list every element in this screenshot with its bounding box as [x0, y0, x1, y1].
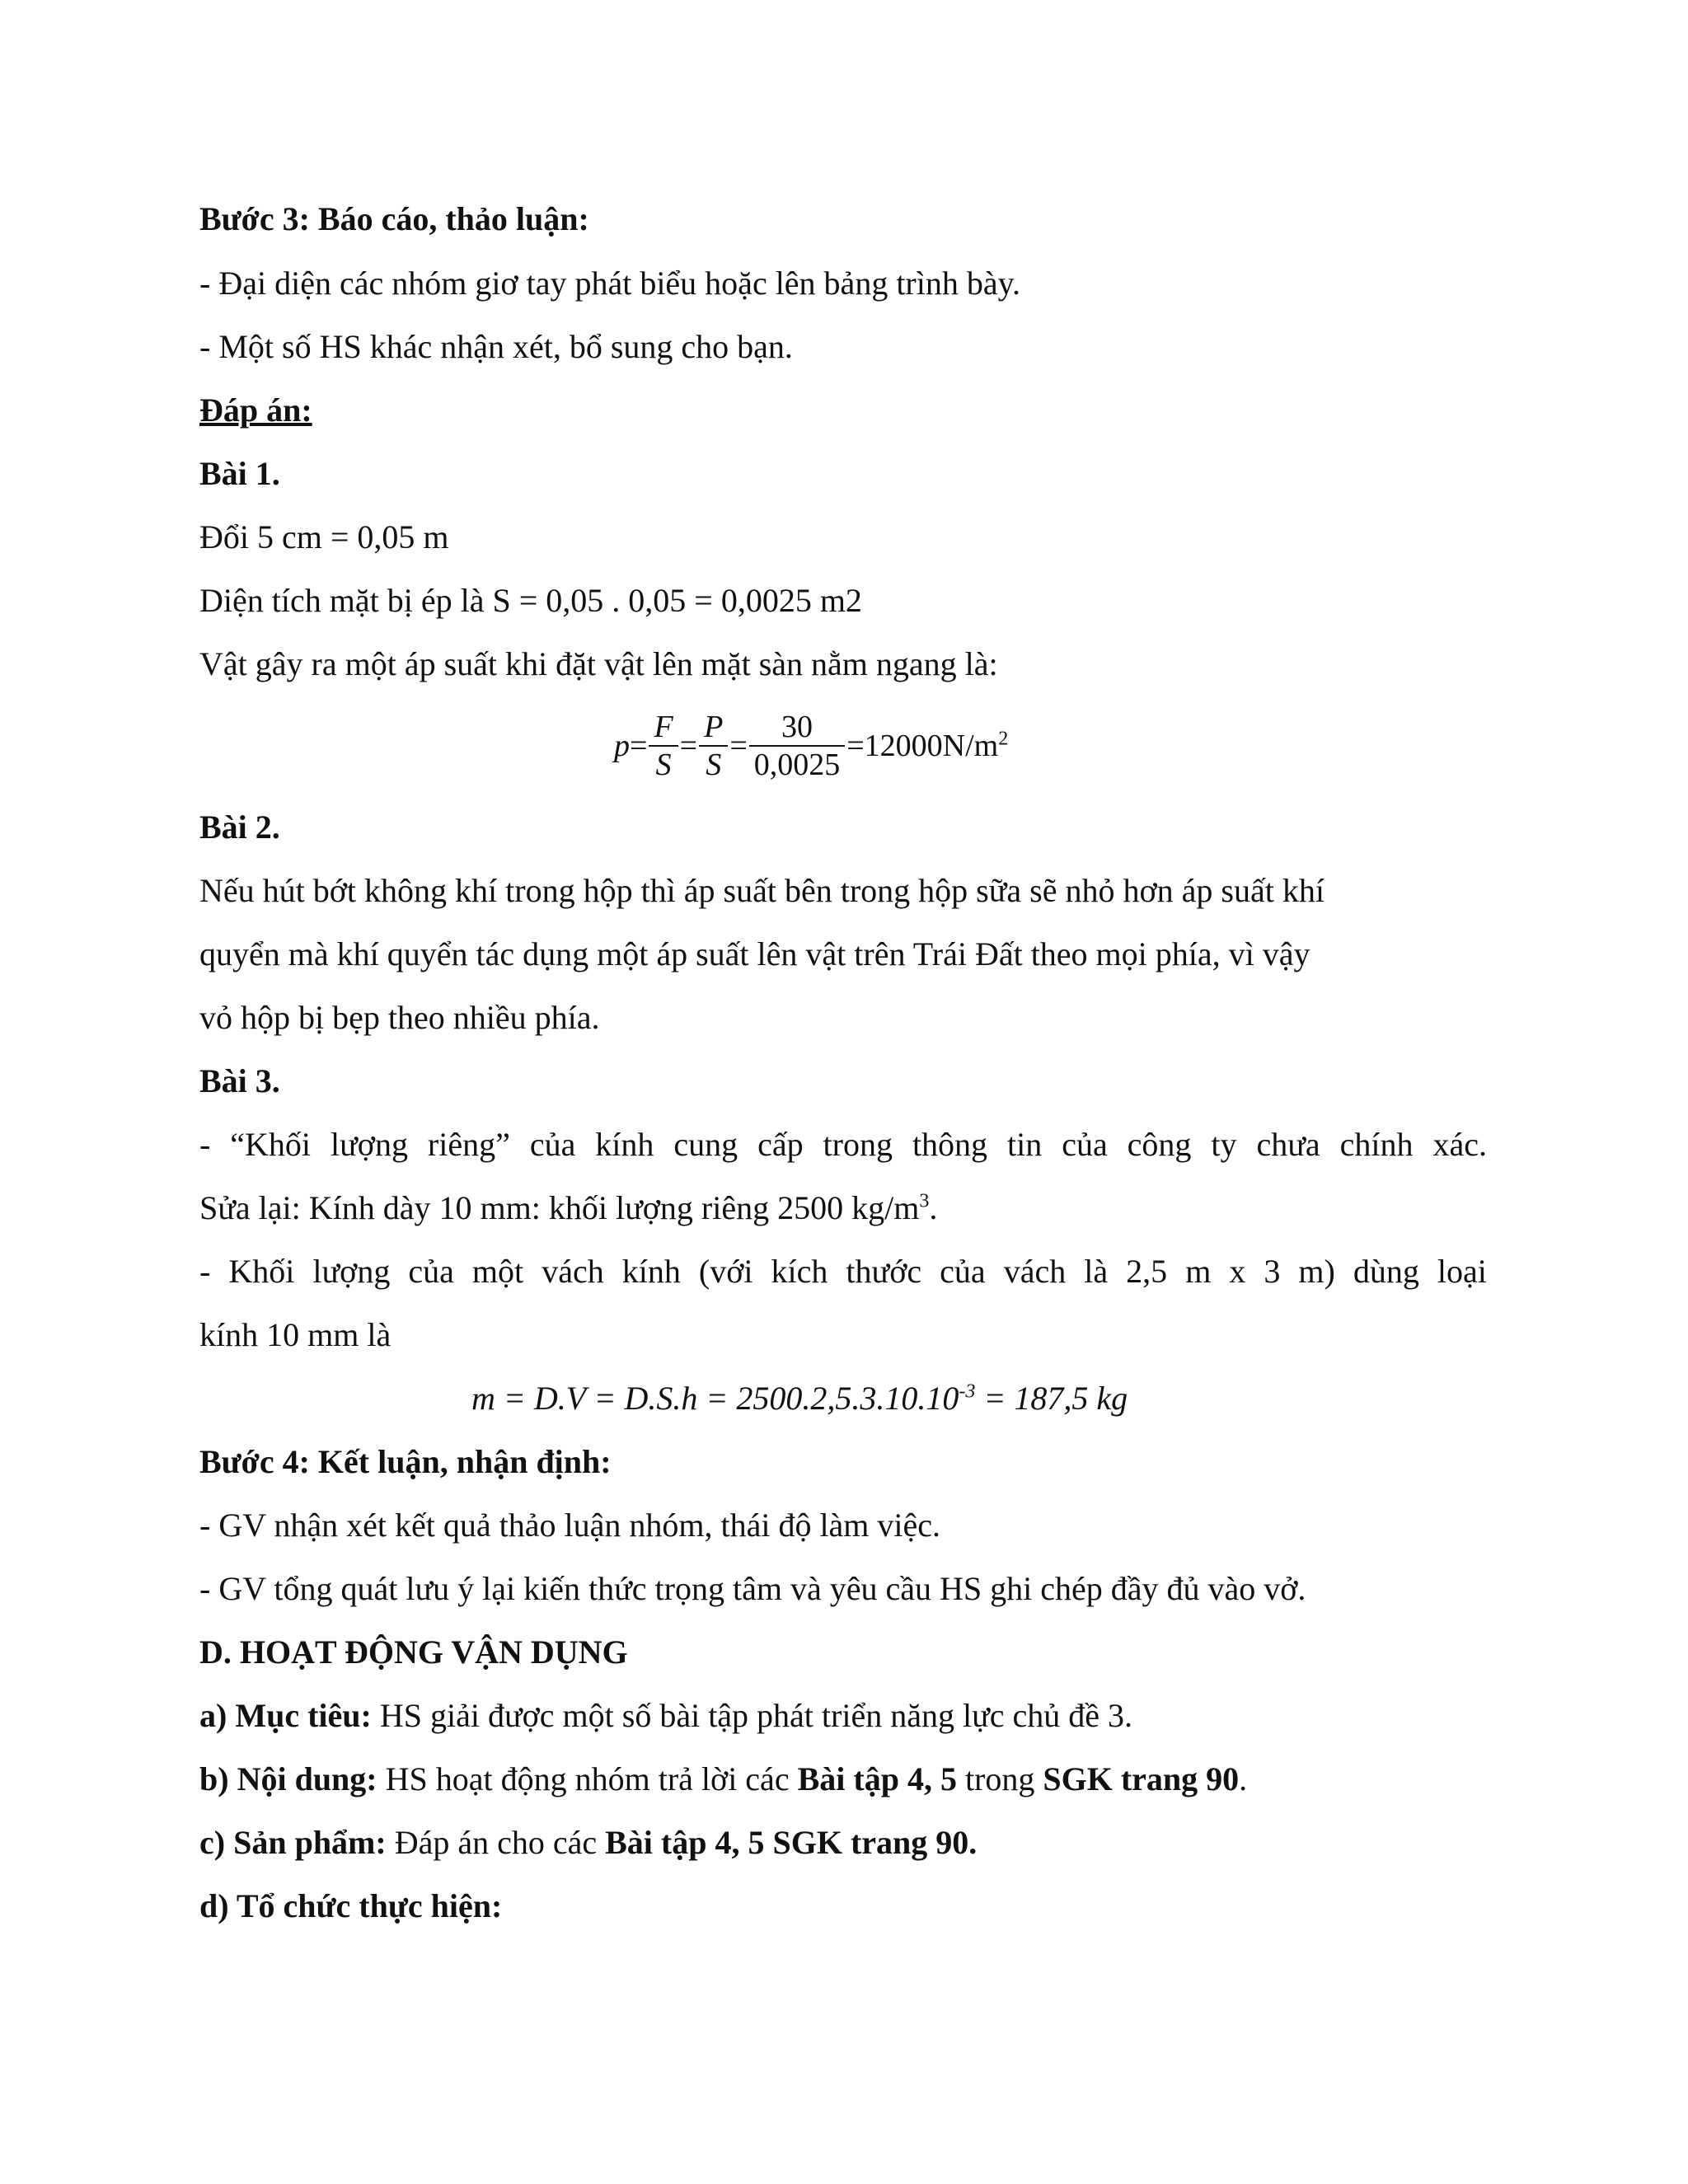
- formula-result: [846, 728, 1008, 764]
- word: tin: [1007, 1126, 1043, 1163]
- word: m): [1298, 1253, 1335, 1290]
- step3-line-1: - Đại diện các nhóm giơ tay phát biểu hoặc lên bảng trình bày.: [199, 265, 1021, 302]
- content-text-3: .: [1239, 1760, 1248, 1797]
- step3-heading: Bước 3: Báo cáo, thảo luận:: [199, 200, 589, 237]
- formula-eq-2: =: [679, 729, 698, 763]
- fraction-denominator: S: [655, 748, 672, 782]
- word: vách: [1003, 1253, 1067, 1290]
- bai1-pressure-formula: [614, 701, 1008, 791]
- step4-line-1: - GV nhận xét kết quả thảo luận nhóm, thái độ làm việc.: [199, 1507, 941, 1544]
- word: “Khối: [230, 1126, 312, 1163]
- word: (với: [698, 1253, 753, 1290]
- bai1-title: Bài 1.: [199, 455, 280, 492]
- word: ty: [1211, 1126, 1237, 1163]
- formula-lhs: p: [614, 729, 630, 763]
- bai3-title: Bài 3.: [199, 1062, 280, 1099]
- word: cung: [673, 1126, 738, 1163]
- formula-result-exponent: 2: [998, 728, 1009, 750]
- bai3-line-2-text: Sửa lại: Kính dày 10 mm: khối lượng riêng 2500 kg/m: [199, 1189, 920, 1226]
- step4-line-2: - GV tổng quát lưu ý lại kiến thức trọng tâm và yêu cầu HS ghi chép đầy đủ vào vở.: [199, 1570, 1306, 1607]
- section-d-heading: D. HOẠT ĐỘNG VẬN DỤNG: [199, 1633, 628, 1671]
- step3-line-2: - Một số HS khác nhận xét, bổ sung cho bạn.: [199, 328, 793, 365]
- mass-formula-end: = 187,5 kg: [975, 1380, 1128, 1417]
- word: x: [1229, 1253, 1246, 1290]
- bai2-title: Bài 2.: [199, 808, 280, 846]
- section-d-product: [199, 1820, 977, 1866]
- word: của: [940, 1253, 986, 1290]
- word: kích: [771, 1253, 828, 1290]
- fraction-denominator: S: [706, 748, 722, 782]
- word: của: [1062, 1126, 1108, 1163]
- bai3-line-2-end: .: [929, 1189, 938, 1226]
- word: m: [1185, 1253, 1212, 1290]
- formula-fraction-numeric: [749, 709, 846, 783]
- word: thước: [846, 1253, 922, 1290]
- formula-eq-3: =: [729, 729, 748, 763]
- word: kính: [595, 1126, 654, 1163]
- product-bold: Bài tập 4, 5 SGK trang 90.: [605, 1824, 978, 1861]
- formula-result-text: =12000N/m: [846, 729, 999, 763]
- word: công: [1127, 1126, 1192, 1163]
- fraction-numerator: F: [649, 709, 678, 747]
- fraction-numerator: 30: [749, 709, 846, 747]
- mass-formula-main: m = D.V = D.S.h = 2500.2,5.3.10.10: [471, 1380, 959, 1417]
- content-bold-1: Bài tập 4, 5: [797, 1760, 957, 1797]
- word: của: [529, 1126, 576, 1163]
- word: Khối: [228, 1253, 295, 1290]
- content-bold-2: SGK trang 90: [1043, 1760, 1240, 1797]
- word: thông: [912, 1126, 988, 1163]
- step4-heading: Bước 4: Kết luận, nhận định:: [199, 1443, 612, 1480]
- bai3-line-4: kính 10 mm là: [199, 1316, 392, 1353]
- bai2-line-2: quyển mà khí quyển tác dụng một áp suất lên vật trên Trái Đất theo mọi phía, vì vậy: [199, 935, 1311, 972]
- unit-exponent: 3: [919, 1190, 930, 1212]
- section-d-objective: [199, 1693, 1132, 1739]
- word: loại: [1437, 1253, 1487, 1290]
- formula-fraction-p-s: [699, 709, 728, 783]
- bai1-line-2: Diện tích mặt bị ép là S = 0,05 . 0,05 = 0,0025 m2: [199, 582, 862, 619]
- content-text-1: HS hoạt động nhóm trả lời các: [377, 1760, 798, 1797]
- word: xác.: [1432, 1126, 1487, 1163]
- mass-formula-exponent: -3: [959, 1380, 976, 1403]
- word: kính: [621, 1253, 681, 1290]
- bai3-line-1: [199, 1122, 1487, 1168]
- word: một: [471, 1253, 524, 1290]
- formula-fraction-f-s: [649, 709, 678, 783]
- formula-eq-1: =: [630, 729, 648, 763]
- bai2-line-1: Nếu hút bớt không khí trong hộp thì áp suất bên trong hộp sữa sẽ nhỏ hơn áp suất khí: [199, 872, 1325, 909]
- fraction-denominator: 0,0025: [753, 748, 841, 782]
- word: -: [199, 1126, 211, 1163]
- bai1-line-1: Đổi 5 cm = 0,05 m: [199, 518, 449, 555]
- content-label: b) Nội dung:: [199, 1760, 377, 1797]
- product-label: c) Sản phẩm:: [199, 1824, 387, 1861]
- word: lượng: [312, 1253, 391, 1290]
- word: riêng”: [427, 1126, 510, 1163]
- bai3-mass-formula: [471, 1376, 1128, 1422]
- word: chưa: [1256, 1126, 1320, 1163]
- word: của: [408, 1253, 454, 1290]
- word: vách: [542, 1253, 604, 1290]
- word: trong: [823, 1126, 893, 1163]
- word: là: [1084, 1253, 1109, 1290]
- fraction-numerator: P: [699, 709, 728, 747]
- word: -: [199, 1253, 211, 1290]
- section-d-content: [199, 1756, 1247, 1802]
- objective-text: HS giải được một số bài tập phát triển năng lực chủ đề 3.: [371, 1697, 1133, 1734]
- bai1-line-3: Vật gây ra một áp suất khi đặt vật lên mặt sàn nằm ngang là:: [199, 645, 998, 682]
- objective-label: a) Mục tiêu:: [199, 1697, 372, 1734]
- word: cấp: [757, 1126, 804, 1163]
- word: lượng: [331, 1126, 408, 1163]
- bai2-line-3: vỏ hộp bị bẹp theo nhiều phía.: [199, 999, 600, 1036]
- word: chính: [1339, 1126, 1414, 1163]
- word: 3: [1264, 1253, 1281, 1290]
- product-text: Đáp án cho các: [386, 1824, 606, 1861]
- section-d-implementation: d) Tổ chức thực hiện:: [199, 1887, 503, 1924]
- bai3-line-3: [199, 1249, 1487, 1295]
- word: 2,5: [1126, 1253, 1168, 1290]
- content-text-2: trong: [956, 1760, 1043, 1797]
- answers-heading: Đáp án:: [199, 391, 312, 429]
- bai3-line-2: [199, 1185, 937, 1231]
- word: dùng: [1353, 1253, 1419, 1290]
